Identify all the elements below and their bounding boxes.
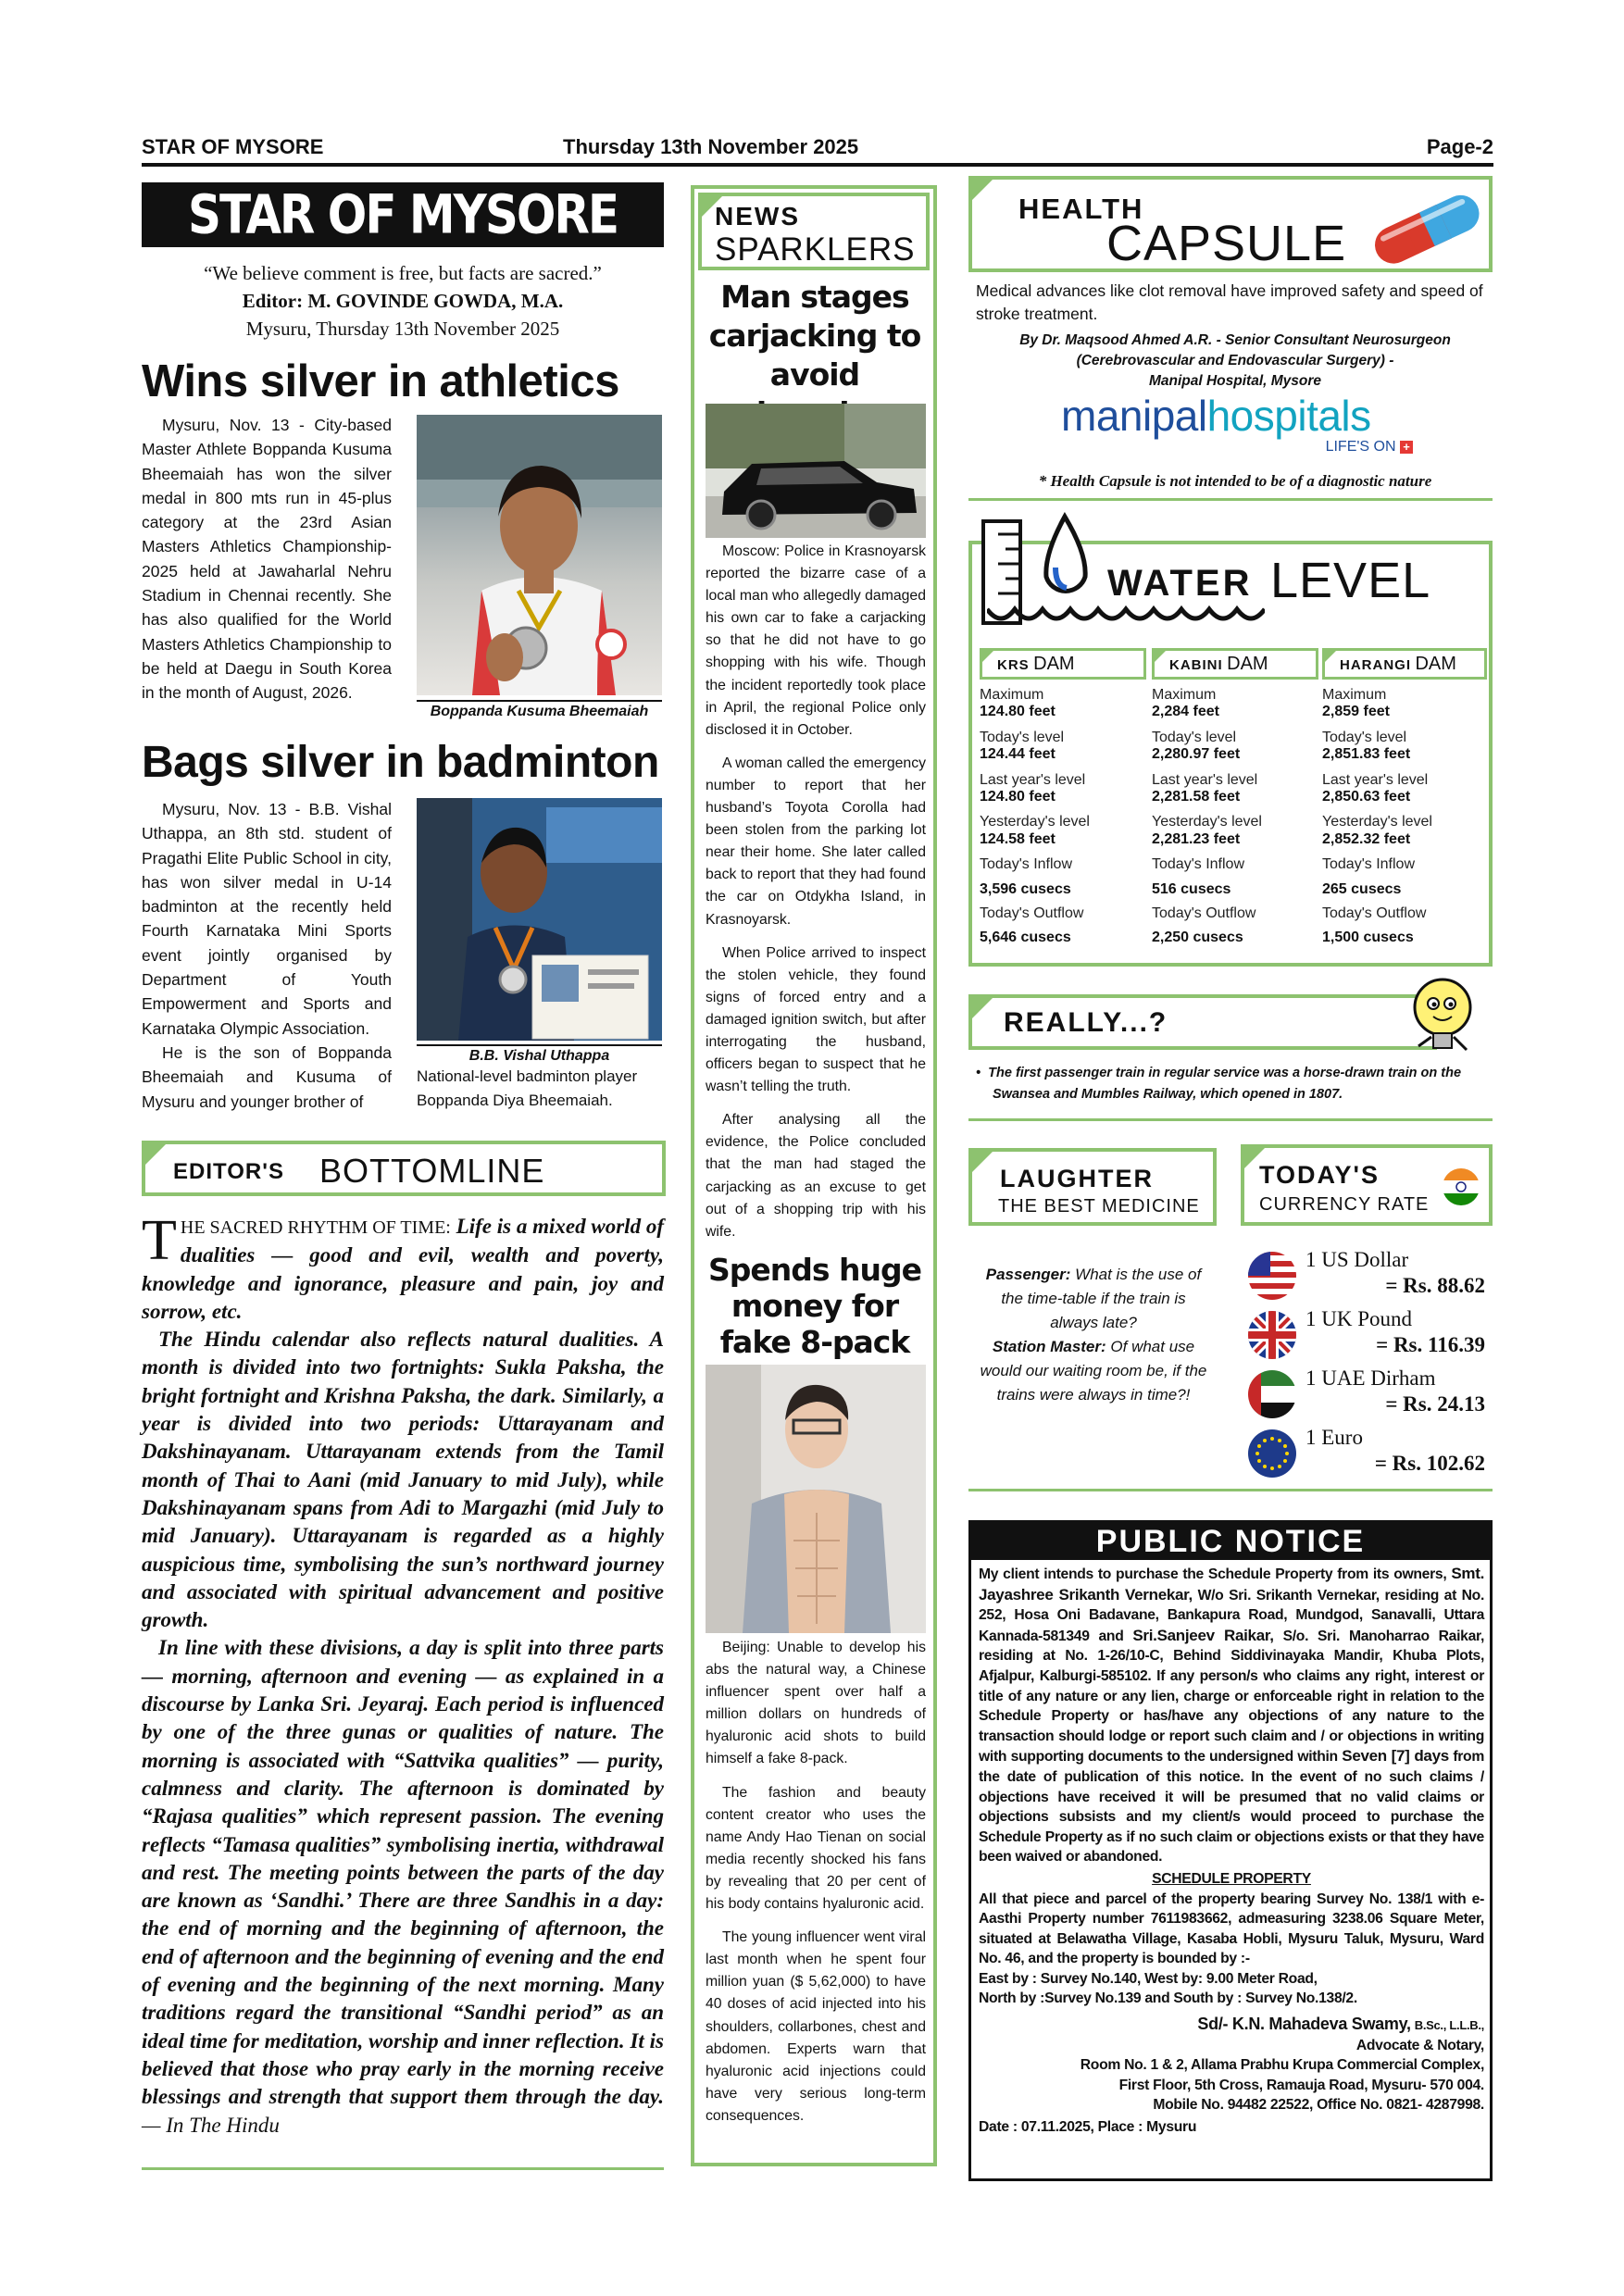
story2-para-1: Beijing: Unable to develop his abs the natural way, a Chinese influencer spent over half a million dollars on hundreds of hyaluronic acid shots to build himself a fake 8-pack. (706, 1640, 926, 1767)
rate-unit: 1 UAE Dirham (1305, 1366, 1436, 1390)
inflow-label: Today's Inflow (1152, 856, 1244, 873)
rate-unit: 1 Euro (1305, 1426, 1363, 1449)
manipal-logo-part1: manipal (1061, 392, 1207, 440)
rate-row (1246, 1426, 1493, 1485)
health-disclaimer: * Health Capsule is not intended to be of a diagnostic nature (1038, 472, 1432, 490)
rate-value: = Rs. 102.62 (1374, 1452, 1485, 1475)
notice-owner1: Smt. Jayashree Srikanth Vernekar, (979, 1565, 1484, 1603)
max-label: Maximum (980, 687, 1044, 703)
manipal-logo-part2: hospitals (1206, 392, 1371, 440)
schedule-text: All that piece and parcel of the property bearing Survey No. 138/1 with e-Aasthi Property number 7611983662, admeasuring 3238.06 Square Meter, situated at Belawatha Village, Kasaba Hobli, Mysuru Taluk, Mysuru, Ward No. 46, and the property is bounded by :- (979, 1890, 1484, 1967)
masthead-info (142, 259, 664, 343)
dam-suffix: DAM (1227, 654, 1268, 674)
last-year-label: Last year's level (1322, 771, 1429, 788)
health-capsule-label-box (968, 176, 1493, 272)
today-label: Today's level (1322, 729, 1407, 745)
today-value: 2,280.97 feet (1152, 746, 1241, 763)
rate-unit: 1 UK Pound (1305, 1307, 1413, 1330)
car-illustration (706, 404, 926, 538)
water-label-bold: WATER (1107, 563, 1253, 604)
last-year-label: Last year's level (980, 771, 1086, 788)
inflow-value: 516 cusecs (1152, 880, 1231, 897)
dam-name: KRS (997, 657, 1030, 673)
editorial-article (142, 1209, 665, 2140)
india-flag-icon (1441, 1167, 1481, 1207)
health-byline (976, 331, 1494, 392)
outflow-value: 1,500 cusecs (1322, 930, 1414, 946)
story2-headline: Spends huge money for fake 8-pack (707, 1252, 921, 1360)
outflow-label: Today's Outflow (980, 905, 1084, 921)
story1-para-4: After analysing all the evidence, the Police concluded that the man had staged the carjacking as an excuse to get out of a shopping trip with his wife. (706, 1112, 926, 1240)
bullet-icon: • (976, 1066, 989, 1080)
today-label: Today's level (1152, 729, 1237, 745)
dam-name-box (980, 648, 1146, 680)
notice-sig-role: Advocate & Notary, (1355, 2037, 1484, 2053)
outflow-label: Today's Outflow (1322, 905, 1427, 921)
dam-name: KABINI (1169, 657, 1223, 673)
notice-addr-3: Mobile No. 94482 22522, Office No. 0821- 4287998. (1153, 2097, 1484, 2114)
story2-body (706, 1637, 926, 2128)
athletics-headline: Wins silver in athletics (142, 356, 619, 406)
yesterday-value: 2,852.32 feet (1322, 830, 1411, 847)
manipal-plus-icon: + (1400, 441, 1413, 454)
manipal-hospitals-logo (1061, 394, 1413, 455)
dam-name-box (1152, 648, 1318, 680)
water-label-light: LEVEL (1270, 553, 1431, 608)
athletics-body: Mysuru, Nov. 13 - City-based Master Athlete Boppanda Kusuma Bheemaiah has won the silver medal in 800 mts run in 45-plus category at the 23rd Asian Masters Athletics Championship-2025 held at Jawaharlal Nehru Stadium in Chennai recently. She has also qualified for the World Masters Athletics Championship to be held at Daegu in South Korea in the month of August, 2026. (142, 416, 392, 703)
yesterday-value: 2,281.23 feet (1152, 830, 1241, 847)
label-flag-corner (968, 1148, 996, 1176)
manipal-logo-tagline: LIFE'S ON (1325, 439, 1396, 455)
uk-flag-icon (1246, 1309, 1298, 1361)
notice-date-place: Date : 07.11.2025, Place : Mysuru (979, 2119, 1197, 2136)
laughter-label-bold: LAUGHTER (1000, 1165, 1154, 1192)
story1-headline: Man stages carjacking to avoid (708, 279, 921, 393)
last-year-value: 2,850.63 feet (1322, 788, 1411, 805)
editorial-credit: — In The Hindu (142, 2113, 280, 2137)
editors-bottomline-label-box (142, 1141, 666, 1196)
notice-signatory: Sd/- K.N. Mahadeva Swamy, (1197, 2015, 1411, 2034)
story1-para-1: Moscow: Police in Krasnoyarsk reported the bizarre case of a local man who allegedly damaged his own car to fake a carjacking so that he did not have to go shopping with his wife. Though the incident reportedly took place in April, the regional Police only disclosed it in October. (706, 543, 926, 738)
editorial-p1: Life is a mixed world of dualities — good and evil, wealth and poverty, knowledge and ignorance, pleasure and pain, joy and sorrow, etc. (142, 1215, 665, 1323)
max-value: 2,284 feet (1152, 704, 1219, 720)
masthead-dateline: Mysuru, Thursday 13th November 2025 (245, 318, 560, 340)
today-label: Today's level (980, 729, 1065, 745)
story1-para-3: When Police arrived to inspect the stolen vehicle, they found signs of forced entry and a damaged ignition switch, but after interrogating the husband, officers began to suspect that he wasn’t telling the truth. (706, 944, 926, 1095)
water-wave-icon (987, 600, 1265, 637)
athlete-photo (417, 415, 662, 695)
last-year-value: 2,281.58 feet (1152, 788, 1241, 805)
notice-owner2-rest: S/o. Sri. Manoharrao Raikar, residing at No. 1-26/10-C, Behind Siddivinayaka Mandir, Khuba Plots, Afjalpur, Kalburgi-585102. If any person/s who claims any right, interest or title of any nature or any lien, charge or enforceable right in relation to the Schedule Property or has/have any objections of any nature to the transaction should lodge or report such claim and / or objections in writing with supporting documents to the undersigned within (979, 1628, 1484, 1766)
capsule-pill-icon (1356, 185, 1495, 268)
laughter-label-light: THE BEST MEDICINE (998, 1196, 1200, 1217)
rate-value: = Rs. 24.13 (1385, 1392, 1485, 1416)
dam-suffix: DAM (1415, 654, 1456, 674)
currency-label-bold: TODAY'S (1259, 1161, 1380, 1189)
rate-row (1246, 1307, 1493, 1366)
inflow-label: Today's Inflow (980, 856, 1072, 873)
joke-answer: Of what use would our waiting room be, if the trains were always in time?! (980, 1338, 1207, 1404)
rate-row (1246, 1248, 1493, 1307)
really-label-box (968, 994, 1437, 1050)
public-notice-header (971, 1523, 1490, 1560)
notice-rest: from the date of publication of this notice. In the event of no such claims / objections have received it will be presumed that no valid claims or objections subsists and my client/s would proceed to purchase the Schedule Property as if no such claim or objections exists or that they have been waived or abandoned. (979, 1749, 1484, 1866)
masthead-banner (142, 182, 664, 247)
influencer-illustration (706, 1365, 926, 1633)
badminton-caption-continued: National-level badminton player Boppanda Diya Bheemaiah. (417, 1067, 638, 1109)
influencer-photo (706, 1365, 926, 1633)
news-label-bold: NEWS (715, 202, 800, 231)
badminton-headline: Bags silver in badminton (142, 738, 659, 787)
public-notice-title: PUBLIC NOTICE (1095, 1523, 1366, 1559)
public-notice-body (971, 1560, 1490, 2138)
boundary-1: East by : Survey No.140, West by: 9.00 Meter Road, (979, 1970, 1318, 1987)
notice-sig-quals: B.Sc., L.L.B., (1414, 2018, 1484, 2033)
laughter-joke (978, 1263, 1209, 1407)
outflow-value: 2,250 cusecs (1152, 930, 1243, 946)
editorial-para-3 (142, 1634, 664, 2139)
max-value: 2,859 feet (1322, 704, 1390, 720)
lightbulb-mascot-icon (1405, 972, 1480, 1065)
inflow-value: 3,596 cusecs (980, 880, 1071, 897)
editorial-dropcap: T (142, 1209, 177, 1272)
dam-column-krs (980, 648, 1146, 947)
dam-name-box (1322, 648, 1487, 680)
inflow-label: Today's Inflow (1322, 856, 1415, 873)
car-photo (706, 404, 926, 538)
today-value: 2,851.83 feet (1322, 746, 1411, 763)
last-year-value: 124.80 feet (980, 788, 1056, 805)
header-page-number: Page-2 (1426, 135, 1493, 158)
public-notice-box (968, 1520, 1493, 2181)
editors-label-bold: EDITOR'S (173, 1159, 284, 1184)
notice-intro: My client intends to purchase the Schedule Property from its owners, (979, 1566, 1447, 1582)
badminton-player-photo (417, 798, 662, 1041)
currency-label-light: CURRENCY RATE (1259, 1194, 1430, 1215)
rate-value: = Rs. 88.62 (1385, 1274, 1485, 1297)
health-bottom-rule (968, 498, 1493, 501)
inflow-value: 265 cusecs (1322, 880, 1402, 897)
rate-unit: 1 US Dollar (1305, 1248, 1409, 1271)
max-label: Maximum (1322, 687, 1387, 703)
health-label-bold: HEALTH (1018, 193, 1144, 225)
label-flag-corner (968, 176, 996, 204)
editorial-para-2: The Hindu calendar also reflects natural dualities. A month is divided into two fortnights: Sukla Paksha, the bright fortnight and Krishna Paksha, the dark. Similarly, a year is divided into two periods: Uttarayanam and Dakshinayanam. Uttarayanam extends from the Tamil month of Thai to Aani (mid January to mid July), while Dakshinayanam spans from Adi to Margazhi (mid July to mid January). Uttarayanam is regarded as a highly auspicious time, symbolising the sun’s northward journey and associated with spiritual advancement and positive growth. (142, 1328, 664, 1632)
joke-answer-speaker: Station Master: (992, 1338, 1106, 1355)
today-value: 124.44 feet (980, 746, 1056, 763)
masthead-motto: “We believe comment is free, but facts are sacred.” (204, 262, 602, 284)
max-value: 124.80 feet (980, 704, 1056, 720)
editorial-para-1 (142, 1209, 665, 1326)
really-fact (974, 1063, 1493, 1105)
joke-question-speaker: Passenger: (985, 1266, 1071, 1283)
athlete-illustration (417, 415, 662, 695)
masthead-title: STAR OF MYSORE (187, 183, 618, 246)
eu-flag-icon (1246, 1428, 1298, 1479)
really-bottom-rule (968, 1118, 1493, 1121)
outflow-label: Today's Outflow (1152, 905, 1256, 921)
outflow-value: 5,646 cusecs (980, 930, 1071, 946)
max-label: Maximum (1152, 687, 1217, 703)
dam-column-harangi (1322, 648, 1487, 947)
health-label-light: CAPSULE (1106, 216, 1347, 271)
last-year-label: Last year's level (1152, 771, 1258, 788)
notice-owner1-rest: W/o Sri. Srikanth Vernekar, residing at No. 252, Hosa Oni Badavane, Bankapura Road, Mundgod, Sanavalli, Uttara Kannada-581349 and (979, 1587, 1485, 1644)
header-date: Thursday 13th November 2025 (563, 135, 859, 158)
news-label-light: SPARKLERS (715, 231, 916, 268)
schedule-title: SCHEDULE PROPERTY (1152, 1870, 1311, 1887)
news-sparklers-label-box (698, 193, 930, 270)
laughter-currency-bottom-rule (968, 1489, 1493, 1491)
yesterday-label: Yesterday's level (1322, 814, 1432, 830)
editorial-p3: In line with these divisions, a day is split into three parts — morning, afternoon and evening — as explained in a discourse by Lanka Sri. Jeyaraj. Each period is influenced by one of the three gunas or qualities of nature. The morning is associated with “Sattvika qualities” — purity, calmness and clarity. The afternoon is dominated by “Rajasa qualities” which represent passion. The evening reflects “Tamasa qualities” symbolising inertia, withdrawal and rest. The meeting points between the parts of the day are known as ‘Sandhi.’ There are three Sandhis in a day: the end of morning and the beginning of afternoon, the end of afternoon and the beginning of evening and the end of evening and the beginning of the next morning. Many traditions regard the transitional “Sandhi period” as an ideal time for meditation, worship and inner reflection. It is believed that those who pray early in the morning receive blessings and strength that support them through the day. (142, 1636, 664, 2109)
story2-para-2: The fashion and beauty content creator who uses the name Andy Hao Tienan on social media recently shocked his fans by revealing that 20 per cent of his body contains hyaluronic acid. (706, 1784, 926, 1913)
dam-column-kabini (1152, 648, 1318, 947)
currency-label-box (1241, 1144, 1493, 1226)
badminton-body-2: He is the son of Boppanda Bheemaiah and Kusuma of Mysuru and younger brother of (142, 1043, 392, 1111)
notice-addr-2: First Floor, 5th Cross, Ramauja Road, Mysuru- 570 004. (1118, 2077, 1484, 2093)
rate-row (1246, 1366, 1493, 1426)
label-flag-corner (968, 994, 996, 1022)
header-paper-name: STAR OF MYSORE (142, 135, 324, 158)
notice-days: Seven [7] days (1342, 1747, 1449, 1766)
really-label: REALLY...? (1004, 1007, 1168, 1038)
joke-question: What is the use of the time-table if the train is always late? (1001, 1266, 1202, 1331)
yesterday-value: 124.58 feet (980, 830, 1056, 847)
page-header (142, 135, 1493, 163)
boundary-2: North by :Survey No.139 and South by : Survey No.138/2. (979, 1990, 1357, 2007)
masthead-editor: Editor: M. GOVINDE GOWDA, M.A. (242, 290, 564, 312)
header-rule (142, 163, 1493, 167)
editorial-lead-caps: HE SACRED RHYTHM OF TIME: (180, 1217, 451, 1238)
notice-owner2: Sri.Sanjeev Raikar, (1132, 1626, 1274, 1644)
yesterday-label: Yesterday's level (1152, 814, 1262, 830)
health-byline-2: (Cerebrovascular and Endovascular Surgery) - (1076, 353, 1394, 368)
badminton-body: Mysuru, Nov. 13 - B.B. Vishal Uthappa, an 8th std. student of Pragathi Elite Public School in city, has won silver medal in U-14 badminton at the recently held Fourth Karnataka Mini Sports event jointly organised by Department of Youth Empowerment and Sports and Karnataka Olympic Association. (142, 800, 392, 1038)
health-byline-1: By Dr. Maqsood Ahmed A.R. - Senior Consultant Neurosurgeon (1019, 332, 1451, 348)
notice-addr-1: Room No. 1 & 2, Allama Prabhu Krupa Commercial Complex, (1080, 2057, 1484, 2074)
currency-rates-list (1246, 1248, 1493, 1485)
health-text: Medical advances like clot removal have improved safety and speed of stroke treatment. (976, 281, 1483, 323)
dam-suffix: DAM (1033, 654, 1075, 674)
rate-value: = Rs. 116.39 (1376, 1333, 1485, 1356)
us-flag-icon (1246, 1250, 1298, 1302)
story2-para-3: The young influencer went viral last month when he spent four million yuan ($ 5,62,000) to have 40 doses of acid injected into his shoulders, collarbones, chest and abdomen. Experts warn that hyaluronic acid injections could have very serious long-term consequences. (706, 1929, 926, 2124)
dam-name: HARANGI (1340, 657, 1411, 673)
laughter-label-box (968, 1148, 1217, 1226)
editorial-bottom-rule (142, 2167, 664, 2170)
story1-body (706, 541, 926, 1243)
notice-signature-block (979, 2015, 1484, 2115)
badminton-caption: B.B. Vishal Uthappa (417, 1044, 662, 1065)
health-byline-3: Manipal Hospital, Mysore (1148, 373, 1322, 389)
athletics-caption: Boppanda Kusuma Bheemaiah (417, 700, 662, 720)
yesterday-label: Yesterday's level (980, 814, 1090, 830)
story1-para-2: A woman called the emergency number to report that her husband’s Toyota Corolla had been stolen from the parking lot near their home. She later called back to report that they had found the car on Otdykha Island, in Krasnoyarsk. (706, 755, 926, 928)
editors-label-light: BOTTOMLINE (319, 1152, 545, 1190)
badminton-illustration (417, 798, 662, 1041)
label-flag-corner (142, 1141, 169, 1168)
uae-flag-icon (1246, 1368, 1298, 1420)
really-fact-text: The first passenger train in regular service was a horse-drawn train on the Swansea and Mumbles Railway, which opened in 1807. (988, 1066, 1462, 1102)
